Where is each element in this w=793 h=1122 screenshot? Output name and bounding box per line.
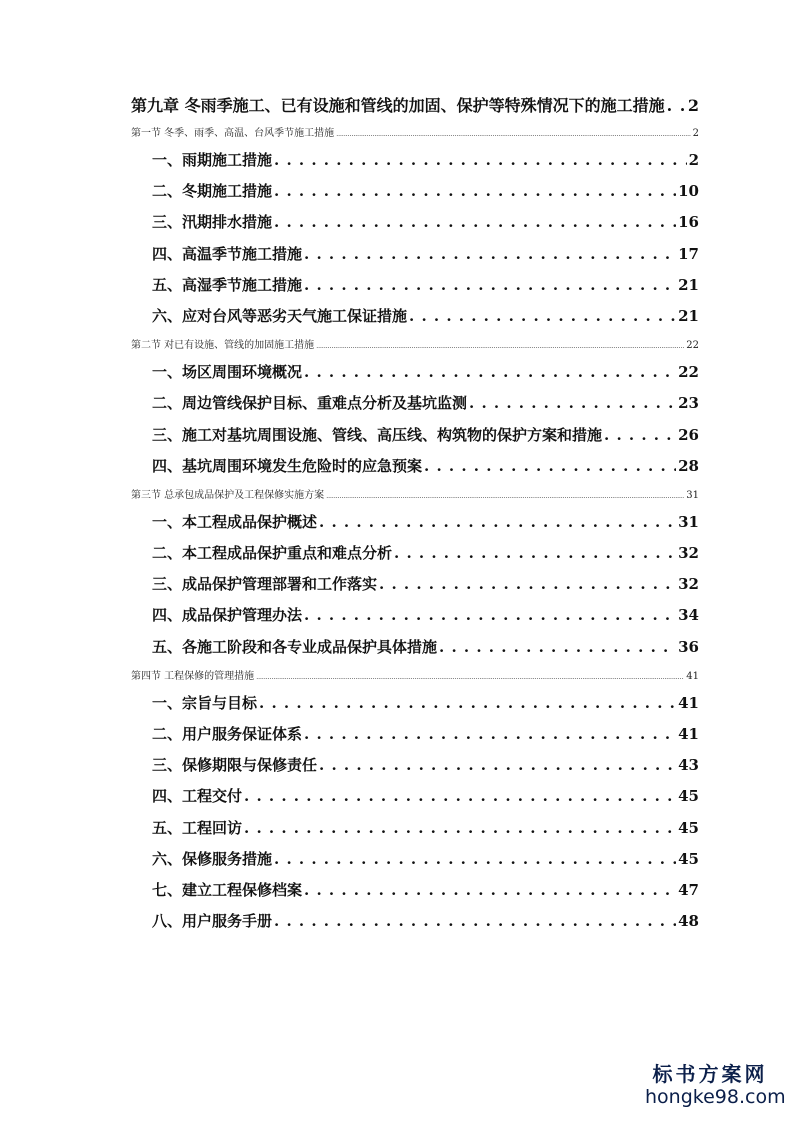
toc-section-row[interactable] [131,336,699,356]
toc-page-number: 31 [678,512,699,531]
toc-dot-leader [304,363,676,381]
toc-item-row[interactable] [131,542,699,573]
toc-page-number: 22 [678,363,699,382]
toc-dot-leader [336,128,690,139]
toc-dot-leader [274,213,676,231]
toc-page-number: 45 [678,818,699,837]
toc-page-number: 23 [678,394,699,413]
toc-dot-leader [304,606,676,624]
toc-dot-leader [304,276,676,294]
toc-dot-leader [667,96,686,115]
toc-item-row[interactable] [131,511,699,542]
toc-item-row[interactable] [131,305,699,336]
toc-chapter-row[interactable] [131,93,699,119]
toc-item-row[interactable] [131,180,699,211]
toc-item-row[interactable] [131,392,699,423]
toc-page-number: 41 [686,670,699,682]
toc-item-row[interactable] [131,424,699,455]
toc-entry-title: 五、工程回访 [152,818,243,837]
toc-page-number: 45 [678,787,699,806]
toc-section-row[interactable] [131,486,699,506]
toc-entry-title: 一、场区周围环境概况 [152,363,303,382]
toc-item-row[interactable] [131,723,699,754]
toc-entry-title: 三、成品保护管理部署和工作落实 [152,575,378,594]
toc-item-row[interactable] [131,879,699,910]
toc-entry-title: 三、汛期排水措施 [152,213,273,232]
toc-dot-leader [316,340,684,351]
toc-entry-title: 五、各施工阶段和各专业成品保护具体措施 [152,637,438,656]
toc-page-number: 36 [678,637,699,656]
toc-item-row[interactable] [131,754,699,785]
toc-entry-title: 二、冬期施工措施 [152,182,273,201]
toc-entry-title: 三、保修期限与保修责任 [152,756,318,775]
toc-page-number: 10 [678,182,699,201]
toc-item-row[interactable] [131,785,699,816]
watermark-logo [645,1062,786,1108]
toc-dot-leader [259,694,676,712]
toc-dot-leader [379,575,676,593]
toc-item-row[interactable] [131,692,699,723]
toc-entry-title: 一、宗旨与目标 [152,693,258,712]
toc-entry-title: 四、工程交付 [152,787,243,806]
toc-item-row[interactable] [131,604,699,635]
toc-dot-leader [319,756,676,774]
toc-entry-title: 第二节 对已有设施、管线的加固施工措施 [131,340,315,352]
toc-entry-title: 三、施工对基坑周围设施、管线、高压线、构筑物的保护方案和措施 [152,425,603,444]
toc-item-row[interactable] [131,274,699,305]
toc-dot-leader [469,394,676,412]
toc-dot-leader [304,881,676,899]
toc-entry-title: 五、高湿季节施工措施 [152,275,303,294]
toc-item-row[interactable] [131,243,699,274]
toc-page-number: 28 [678,456,699,475]
toc-dot-leader [274,182,676,200]
toc-item-row[interactable] [131,211,699,242]
toc-item-row[interactable] [131,361,699,392]
toc-entry-title: 七、建立工程保修档案 [152,880,303,899]
toc-item-row[interactable] [131,848,699,879]
toc-item-row[interactable] [131,455,699,486]
toc-page-number: 2 [687,96,699,115]
toc-entry-title: 二、用户服务保证体系 [152,725,303,743]
toc-entry-title: 八、用户服务手册 [152,912,273,931]
toc-page-number: 48 [678,912,699,931]
toc-page-number: 21 [678,275,699,294]
toc-dot-leader [326,490,684,501]
toc-entry-title: 第四节 工程保修的管理措施 [131,670,255,682]
toc-entry-title: 一、本工程成品保护概述 [152,512,318,531]
toc-entry-title: 第九章 冬雨季施工、已有设施和管线的加固、保护等特殊情况下的施工措施 [131,96,665,115]
toc-dot-leader [439,638,676,656]
toc-page-number: 32 [678,544,699,563]
toc-page-number: 17 [678,244,699,263]
toc-dot-leader [604,426,676,444]
toc-entry-title: 第三节 总承包成品保护及工程保修实施方案 [131,489,325,501]
toc-page-number: 41 [678,725,699,743]
toc-dot-leader [274,850,676,868]
toc-entry-title: 一、雨期施工措施 [152,151,273,169]
toc-section-row[interactable] [131,667,699,687]
toc-dot-leader [244,819,676,837]
toc-entry-title: 第一节 冬季、雨季、高温、台风季节施工措施 [131,128,335,139]
toc-entry-title: 二、周边管线保护目标、重难点分析及基坑监测 [152,394,468,413]
toc-entry-title: 四、高温季节施工措施 [152,244,303,263]
toc-page-number: 21 [678,306,699,325]
toc-dot-leader [409,307,676,325]
toc-item-row[interactable] [131,817,699,848]
toc-entry-title: 六、应对台风等恶劣天气施工保证措施 [152,306,408,325]
toc-dot-leader [274,912,676,930]
toc-dot-leader [304,245,676,263]
toc-item-row[interactable] [131,149,699,180]
toc-page-number: 2 [692,128,699,139]
toc-dot-leader [244,787,676,805]
toc-page-number: 22 [686,340,699,352]
toc-dot-leader [274,151,687,169]
toc-entry-title: 六、保修服务措施 [152,849,273,868]
toc-entry-title: 四、成品保护管理办法 [152,606,303,625]
watermark-url-text: hongke98.com [645,1086,786,1108]
toc-entry-title: 二、本工程成品保护重点和难点分析 [152,544,393,563]
toc-item-row[interactable] [131,573,699,604]
toc-page-number: 16 [678,213,699,232]
toc-page-number: 45 [678,849,699,868]
toc-entry-title: 四、基坑周围环境发生危险时的应急预案 [152,456,423,475]
toc-page-number: 31 [686,489,699,501]
toc-page-number: 43 [678,756,699,775]
toc-dot-leader [394,544,676,562]
toc-dot-leader [319,513,676,531]
toc-section-row[interactable] [131,124,699,144]
toc-item-row[interactable] [131,910,699,941]
toc-page-number: 47 [678,880,699,899]
toc-page-number: 2 [688,151,699,169]
toc-page-number: 32 [678,575,699,594]
toc-page-number: 41 [678,693,699,712]
toc-item-row[interactable] [131,636,699,667]
toc-dot-leader [304,725,676,743]
toc-dot-leader [424,457,676,475]
toc-dot-leader [256,671,684,682]
table-of-contents [131,93,699,941]
watermark-chinese-text: 标书方案网 [652,1062,768,1086]
toc-page-number: 34 [678,606,699,625]
toc-page-number: 26 [678,425,699,444]
